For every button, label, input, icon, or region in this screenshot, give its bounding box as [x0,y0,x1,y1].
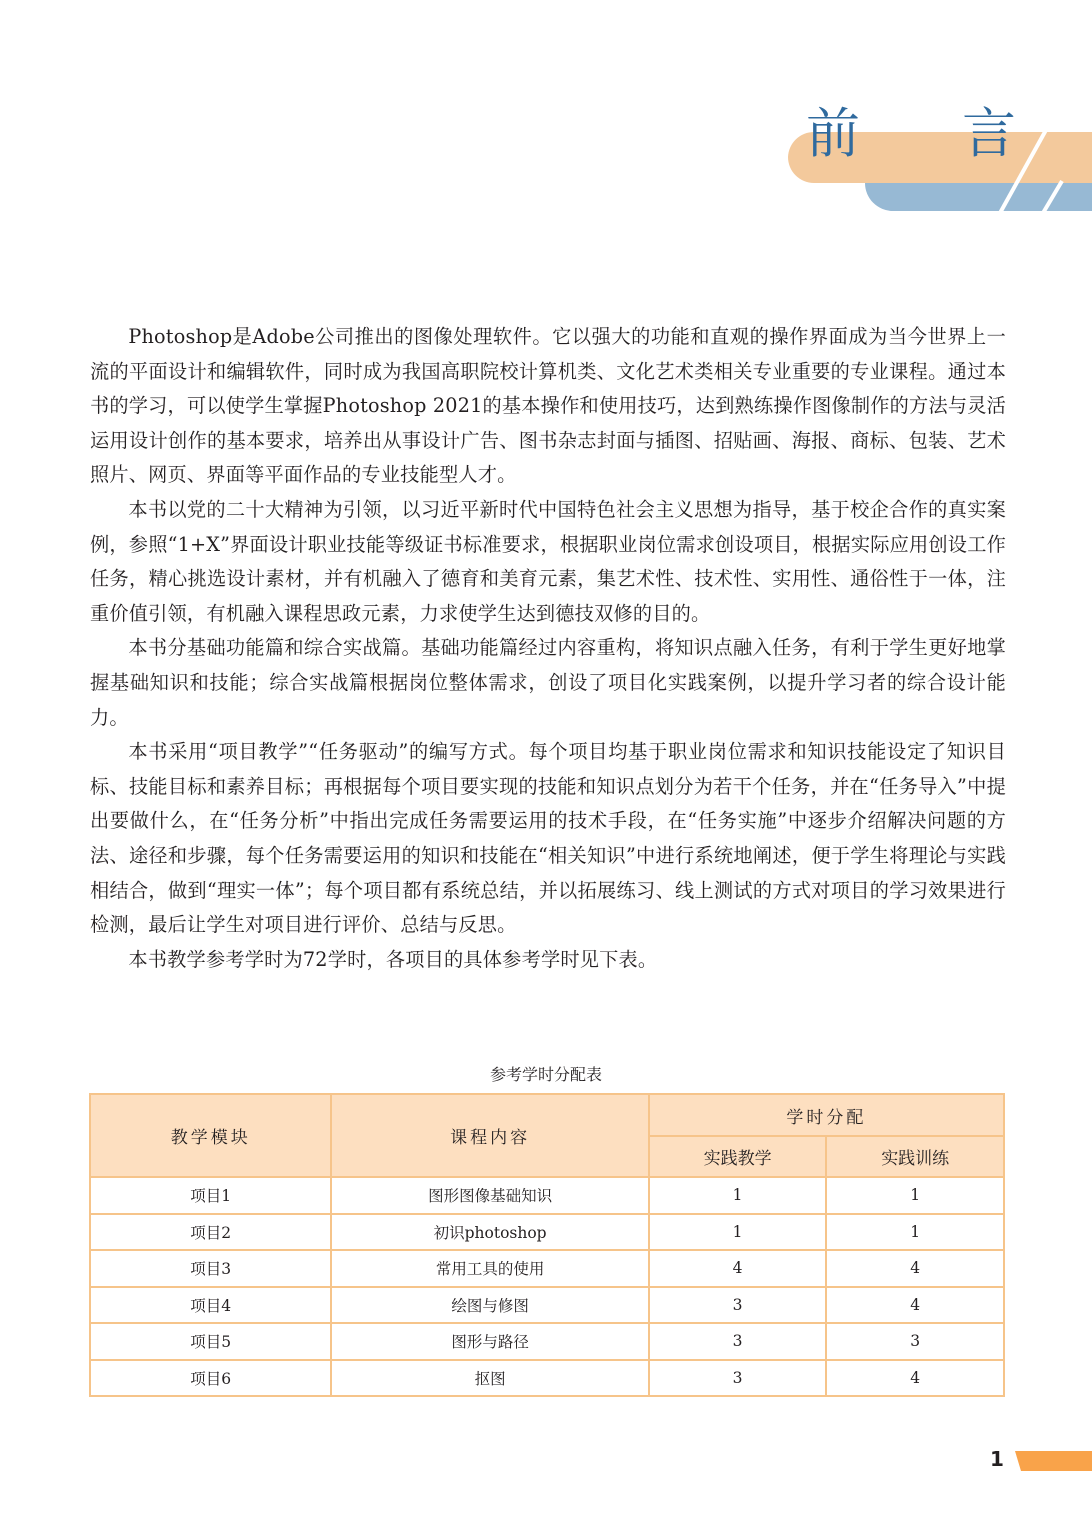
cell-content: 抠图 [331,1360,648,1397]
cell-module: 项目6 [90,1360,331,1397]
cell-module: 项目1 [90,1177,331,1214]
table-row [90,1250,1004,1287]
cell-teaching: 4 [649,1250,827,1287]
cell-content: 图形图像基础知识 [331,1177,648,1214]
header-module: 教学模块 [90,1094,331,1177]
table-caption: 参考学时分配表 [489,1065,602,1084]
table-row [90,1177,1004,1214]
table-row [90,1360,1004,1397]
table-header-row [90,1094,1004,1136]
cell-content: 绘图与修图 [331,1287,648,1324]
cell-training: 1 [826,1214,1004,1251]
table-row [90,1214,1004,1251]
cell-teaching: 1 [649,1214,827,1251]
cell-training: 1 [826,1177,1004,1214]
cell-module: 项目4 [90,1287,331,1324]
cell-training: 4 [826,1287,1004,1324]
cell-content: 常用工具的使用 [331,1250,648,1287]
hours-allocation-table [89,1093,1005,1397]
cell-module: 项目3 [90,1250,331,1287]
cell-teaching: 1 [649,1177,827,1214]
header-hours: 学时分配 [649,1094,1004,1136]
cell-training: 4 [826,1250,1004,1287]
page-title-char-1: 前 [806,102,860,165]
banner-graphic [0,0,1092,230]
cell-module: 项目2 [90,1214,331,1251]
page-tab-decoration [1015,1451,1092,1473]
header-banner [0,0,1092,230]
page-number: 1 [990,1447,1004,1471]
cell-teaching: 3 [649,1287,827,1324]
table-row [90,1287,1004,1324]
paragraph: Photoshop是Adobe公司推出的图像处理软件。它以强大的功能和直观的操作界面成为当今世界上一流的平面设计和编辑软件，同时成为我国高职院校计算机类、文化艺术类相关专业重要的专业课程。通过本书的学习，可以使学生掌握Photoshop 2021的基本操作和使用技巧，达到熟练操作图像制作的方法与灵活运用设计创作的基本要求，培养出从事设计广告、图书杂志封面与插图、招贴画、海报、商标、包装、艺术照片、网页、界面等平面作品的专业技能型人才。 [90,325,1006,487]
preface-body [90,320,1006,977]
header-content: 课程内容 [331,1094,648,1177]
cell-content: 初识photoshop [331,1214,648,1251]
cell-content: 图形与路径 [331,1323,648,1360]
cell-teaching: 3 [649,1360,827,1397]
paragraph: 本书以党的二十大精神为引领，以习近平新时代中国特色社会主义思想为指导，基于校企合作的真实案例，参照“1+X”界面设计职业技能等级证书标准要求，根据职业岗位需求创设项目，根据实际应用创设工作任务，精心挑选设计素材，并有机融入了德育和美育元素，集艺术性、技术性、实用性、通俗性于一体，注重价值引领，有机融入课程思政元素，力求使学生达到德技双修的目的。 [90,497,1006,625]
page-title-char-2: 言 [962,102,1016,165]
paragraph: 本书分基础功能篇和综合实战篇。基础功能篇经过内容重构，将知识点融入任务，有利于学生更好地掌握基础知识和技能；综合实战篇根据岗位整体需求，创设了项目化实践案例，以提升学习者的综合设计能力。 [90,636,1006,729]
header-practice-training: 实践训练 [826,1136,1004,1177]
paragraph: 本书教学参考学时为72学时，各项目的具体参考学时见下表。 [128,947,658,971]
table-row [90,1323,1004,1360]
cell-module: 项目5 [90,1323,331,1360]
cell-training: 3 [826,1323,1004,1360]
header-practice-teaching: 实践教学 [649,1136,827,1177]
paragraph: 本书采用“项目教学”“任务驱动”的编写方式。每个项目均基于职业岗位需求和知识技能设定了知识目标、技能目标和素养目标；再根据每个项目要实现的技能和知识点划分为若干个任务，并在“任务导入”中提出要做什么，在“任务分析”中指出完成任务需要运用的技术手段，在“任务实施”中逐步介绍解决问题的方法、途径和步骤，每个任务需要运用的知识和技能在“相关知识”中进行系统地阐述，便于学生将理论与实践相结合，做到“理实一体”；每个项目都有系统总结，并以拓展练习、线上测试的方式对项目的学习效果进行检测，最后让学生对项目进行评价、总结与反思。 [90,740,1006,937]
cell-teaching: 3 [649,1323,827,1360]
cell-training: 4 [826,1360,1004,1397]
